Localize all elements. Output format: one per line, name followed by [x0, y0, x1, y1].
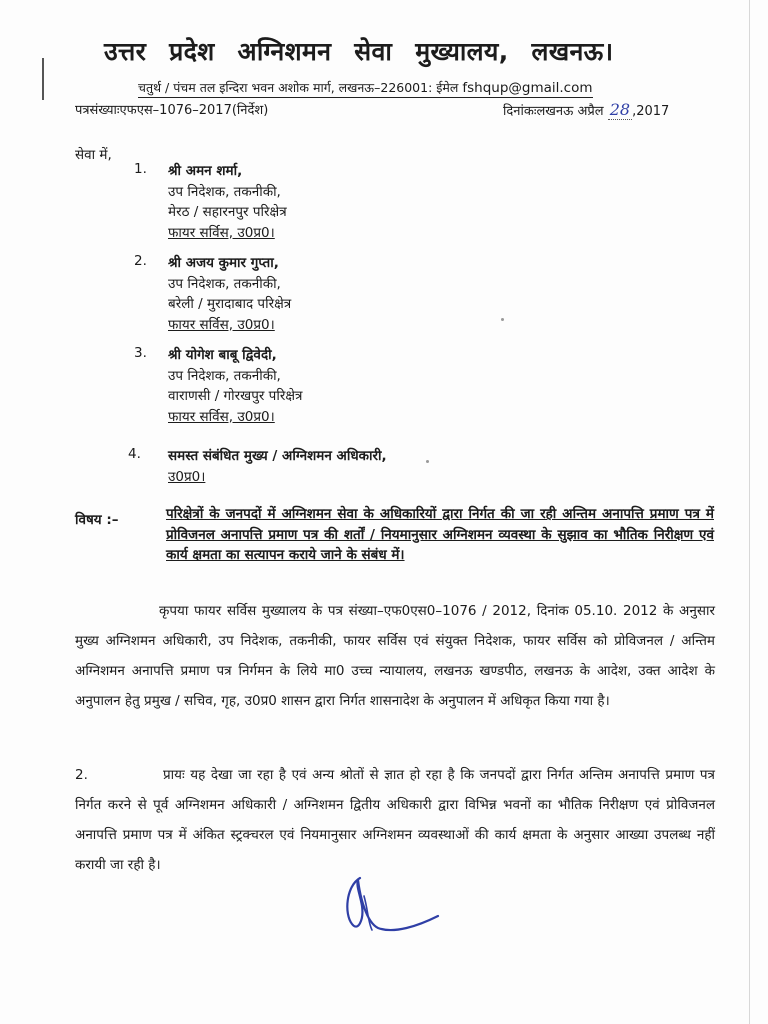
recipient-org: उ0प्र0।	[168, 468, 206, 485]
email-address: fshqup@gmail.com	[462, 80, 593, 96]
recipient-designation: उप निदेशक, तकनीकी,	[168, 367, 281, 384]
margin-mark	[42, 58, 44, 100]
scan-speck	[501, 318, 504, 321]
recipient-number: 2.	[134, 253, 147, 269]
recipient-name: श्री योगेश बाबू द्विवेदी,	[168, 347, 277, 363]
address-text: चतुर्थ / पंचम तल इन्दिरा भवन अशोक मार्ग, लखनऊ–226001: ईमेल	[138, 80, 459, 95]
recipient-region: वाराणसी / गोरखपुर परिक्षेत्र	[168, 388, 303, 404]
recipient-number: 4.	[128, 446, 141, 462]
letterhead-address	[138, 79, 593, 98]
recipient-name: समस्त संबंधित मुख्य / अग्निशमन अधिकारी,	[168, 448, 387, 464]
letter-date	[503, 100, 669, 119]
subject-label: विषय :–	[75, 512, 119, 528]
scan-speck	[426, 460, 429, 463]
recipient-region: मेरठ / सहारनपुर परिक्षेत्र	[168, 204, 287, 220]
recipient-designation: उप निदेशक, तकनीकी,	[168, 183, 281, 200]
recipient-designation: उप निदेशक, तकनीकी,	[168, 275, 281, 292]
letterhead-title: उत्तर प्रदेश अग्निशमन सेवा मुख्यालय, लखनऊ।	[104, 37, 614, 66]
body-paragraph-2	[75, 760, 715, 880]
recipient-name: श्री अमन शर्मा,	[168, 163, 243, 179]
recipient-number: 1.	[134, 161, 147, 177]
body-paragraph-1: कृपया फायर सर्विस मुख्यालय के पत्र संख्या–एफ0एस0–1076 / 2012, दिनांक 05.10. 2012 के अनुसार मुख्य अग्निशमन अधिकारी, उप निदेशक, तकनीकी, फायर सर्विस एवं संयुक्त निदेशक, फायर सर्विस को प्रोविजनल / अन्तिम अग्निशमन अनापत्ति प्रमाण पत्र निर्गमन के लिये मा0 उच्च न्यायालय, लखनऊ खण्डपीठ, लखनऊ के आदेश, उक्त आदेश के अनुपालन हेतु प्रमुख / सचिव, गृह, उ0प्र0 शासन द्वारा निर्गत शासनादेश के अनुपालन में अधिकृत किया गया है।	[75, 603, 715, 709]
recipient-org: फायर सर्विस, उ0प्र0।	[168, 408, 275, 425]
recipient-number: 3.	[134, 345, 147, 361]
paragraph-text: प्रायः यह देखा जा रहा है एवं अन्य श्रोतों से ज्ञात हो रहा है कि जनपदों द्वारा निर्गत अन्तिम अनापत्ति प्रमाण पत्र निर्गत करने से पूर्व अग्निशमन अधिकारी / अग्निशमन द्वितीय अधिकारी द्वारा विभिन्न भवनों का भौतिक निरीक्षण एवं प्रोविजनल अनापत्ति प्रमाण पत्र में अंकित स्ट्रक्चरल एवं नियमानुसार अग्निशमन व्यवस्थाओं की कार्य क्षमता के अनुसार आख्या उपलब्ध नहीं करायी जा रही है।	[75, 767, 715, 873]
recipient-region: बरेली / मुरादाबाद परिक्षेत्र	[168, 296, 292, 312]
reference-number: पत्रसंख्याःएफएस–1076–2017(निर्देश)	[75, 103, 269, 118]
salutation: सेवा में,	[75, 147, 112, 163]
page-edge	[749, 0, 750, 1024]
handwritten-signature	[338, 866, 448, 942]
date-prefix: दिनांकःलखनऊ अप्रैल	[503, 104, 604, 119]
subject-text: परिक्षेत्रों के जनपदों में अग्निशमन सेवा के अधिकारियों द्वारा निर्गत की जा रही अन्तिम अनापत्ति प्रमाण पत्र में प्रोविजनल अनापत्ति प्रमाण पत्र की शर्तों / नियमानुसार अग्निशमन व्यवस्था के सुझाव का भौतिक निरीक्षण एवं कार्य क्षमता का सत्यापन कराये जाने के संबंध में।	[166, 506, 714, 563]
handwritten-day: 28	[609, 100, 631, 119]
paragraph-number: 2.	[75, 767, 88, 783]
recipient-org: फायर सर्विस, उ0प्र0।	[168, 316, 275, 333]
recipient-org: फायर सर्विस, उ0प्र0।	[168, 224, 275, 241]
recipient-name: श्री अजय कुमार गुप्ता,	[168, 255, 279, 271]
date-suffix: ,2017	[632, 104, 670, 119]
